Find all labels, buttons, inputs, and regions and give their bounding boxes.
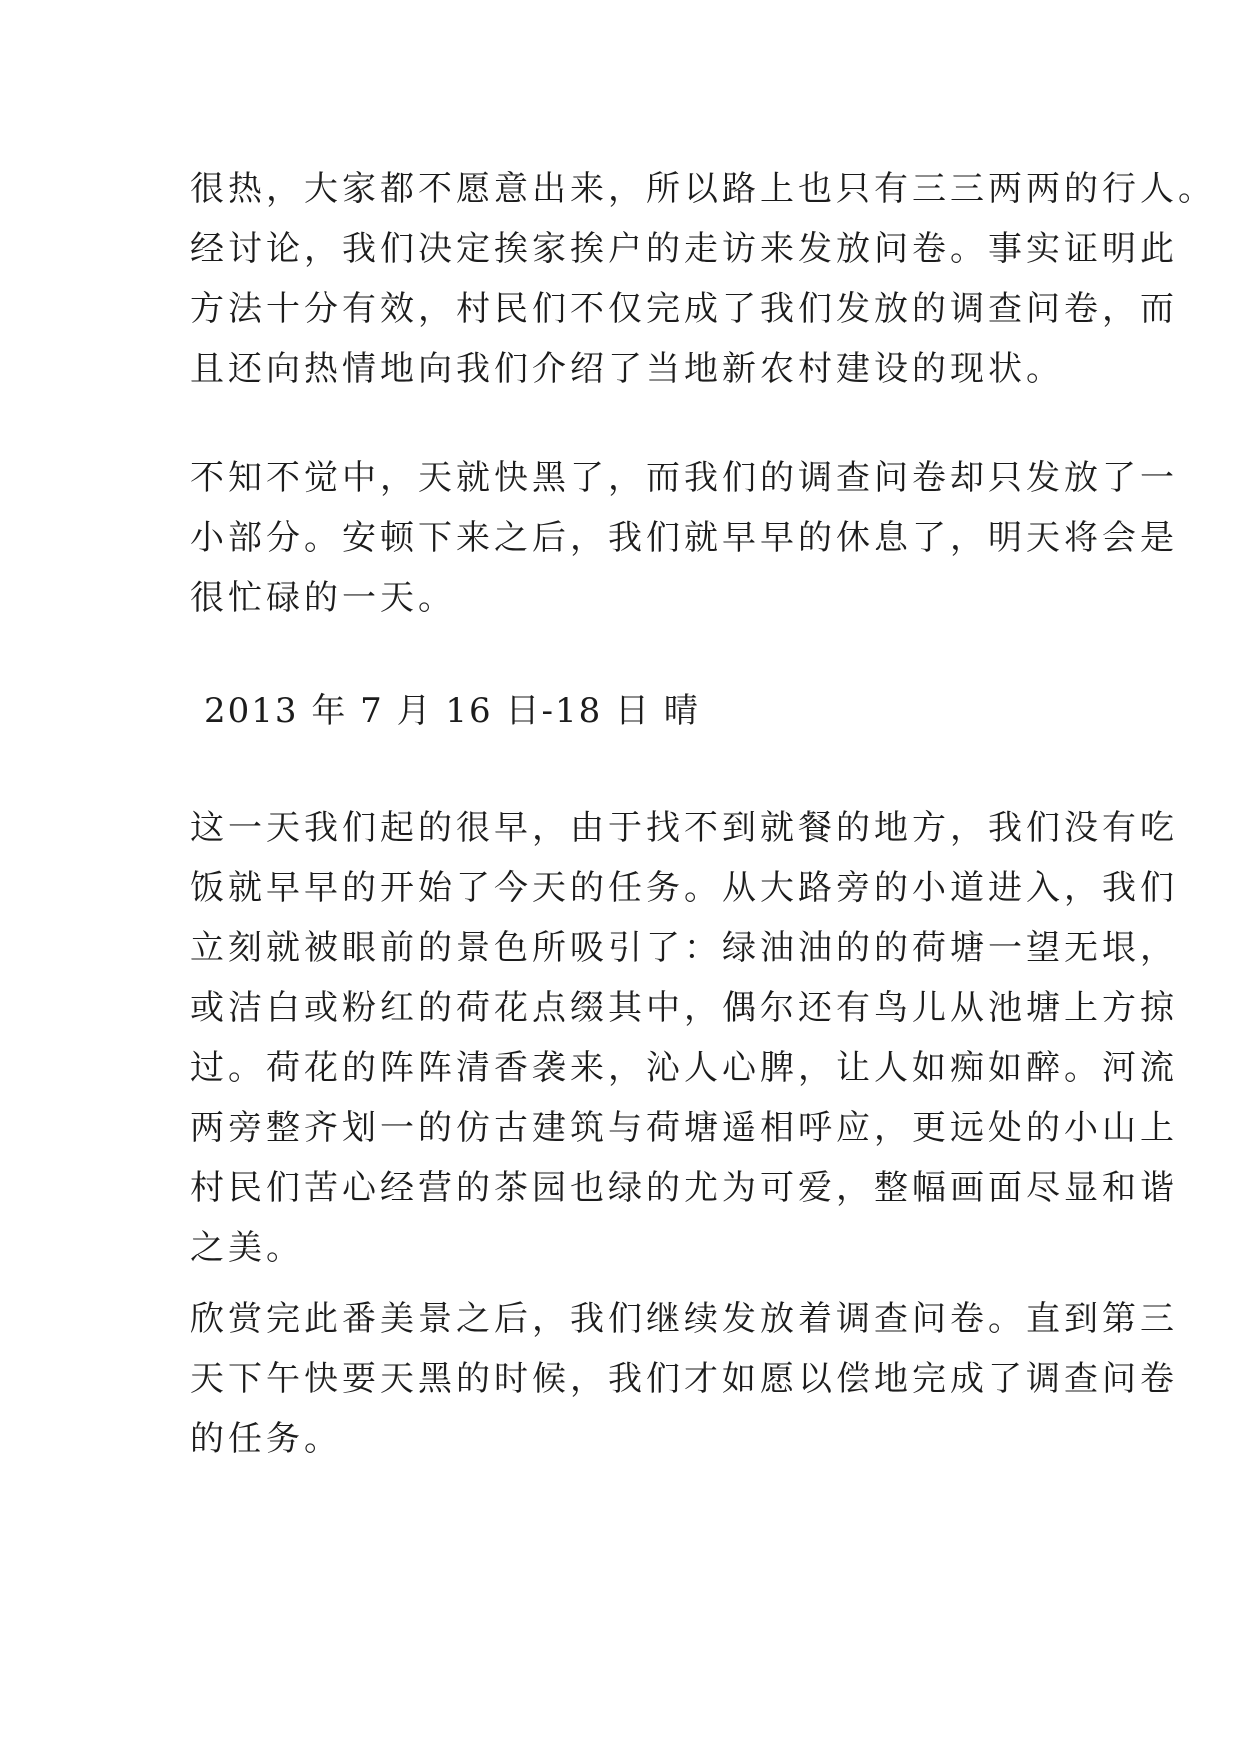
paragraph-line: 小部分。安顿下来之后，我们就早早的休息了，明天将会是 xyxy=(190,518,1178,558)
date-heading-text: 2013 年 7 月 16 日-18 日 晴 xyxy=(204,691,700,731)
paragraph-line: 欣赏完此番美景之后，我们继续发放着调查问卷。直到第三 xyxy=(190,1299,1178,1339)
paragraph-line: 立刻就被眼前的景色所吸引了：绿油油的的荷塘一望无垠， xyxy=(190,928,1178,968)
date-heading xyxy=(204,681,1074,741)
paragraph-line: 或洁白或粉红的荷花点缀其中，偶尔还有鸟儿从池塘上方掠 xyxy=(190,988,1178,1028)
paragraph-4 xyxy=(190,1289,1178,1469)
paragraph-line: 之美。 xyxy=(190,1228,304,1268)
paragraph-line: 不知不觉中，天就快黑了，而我们的调查问卷却只发放了一 xyxy=(190,458,1178,498)
paragraph-line: 饭就早早的开始了今天的任务。从大路旁的小道进入，我们 xyxy=(190,868,1178,908)
paragraph-line: 且还向热情地向我们介绍了当地新农村建设的现状。 xyxy=(190,349,1064,389)
paragraph-line: 很热，大家都不愿意出来，所以路上也只有三三两两的行人。 xyxy=(190,169,1216,209)
paragraph-line: 经讨论，我们决定挨家挨户的走访来发放问卷。事实证明此 xyxy=(190,229,1178,269)
paragraph-1 xyxy=(190,159,1216,399)
paragraph-line: 这一天我们起的很早，由于找不到就餐的地方，我们没有吃 xyxy=(190,808,1178,848)
paragraph-line: 方法十分有效，村民们不仅完成了我们发放的调查问卷，而 xyxy=(190,289,1178,329)
paragraph-line: 很忙碌的一天。 xyxy=(190,578,456,618)
paragraph-line: 的任务。 xyxy=(190,1419,342,1459)
paragraph-2 xyxy=(190,448,1178,628)
paragraph-line: 过。荷花的阵阵清香袭来，沁人心脾，让人如痴如醉。河流 xyxy=(190,1048,1178,1088)
paragraph-line: 村民们苦心经营的茶园也绿的尤为可爱，整幅画面尽显和谐 xyxy=(190,1168,1178,1208)
paragraph-line: 两旁整齐划一的仿古建筑与荷塘遥相呼应，更远处的小山上 xyxy=(190,1108,1178,1148)
paragraph-3 xyxy=(190,798,1178,1278)
paragraph-line: 天下午快要天黑的时候，我们才如愿以偿地完成了调查问卷 xyxy=(190,1359,1178,1399)
